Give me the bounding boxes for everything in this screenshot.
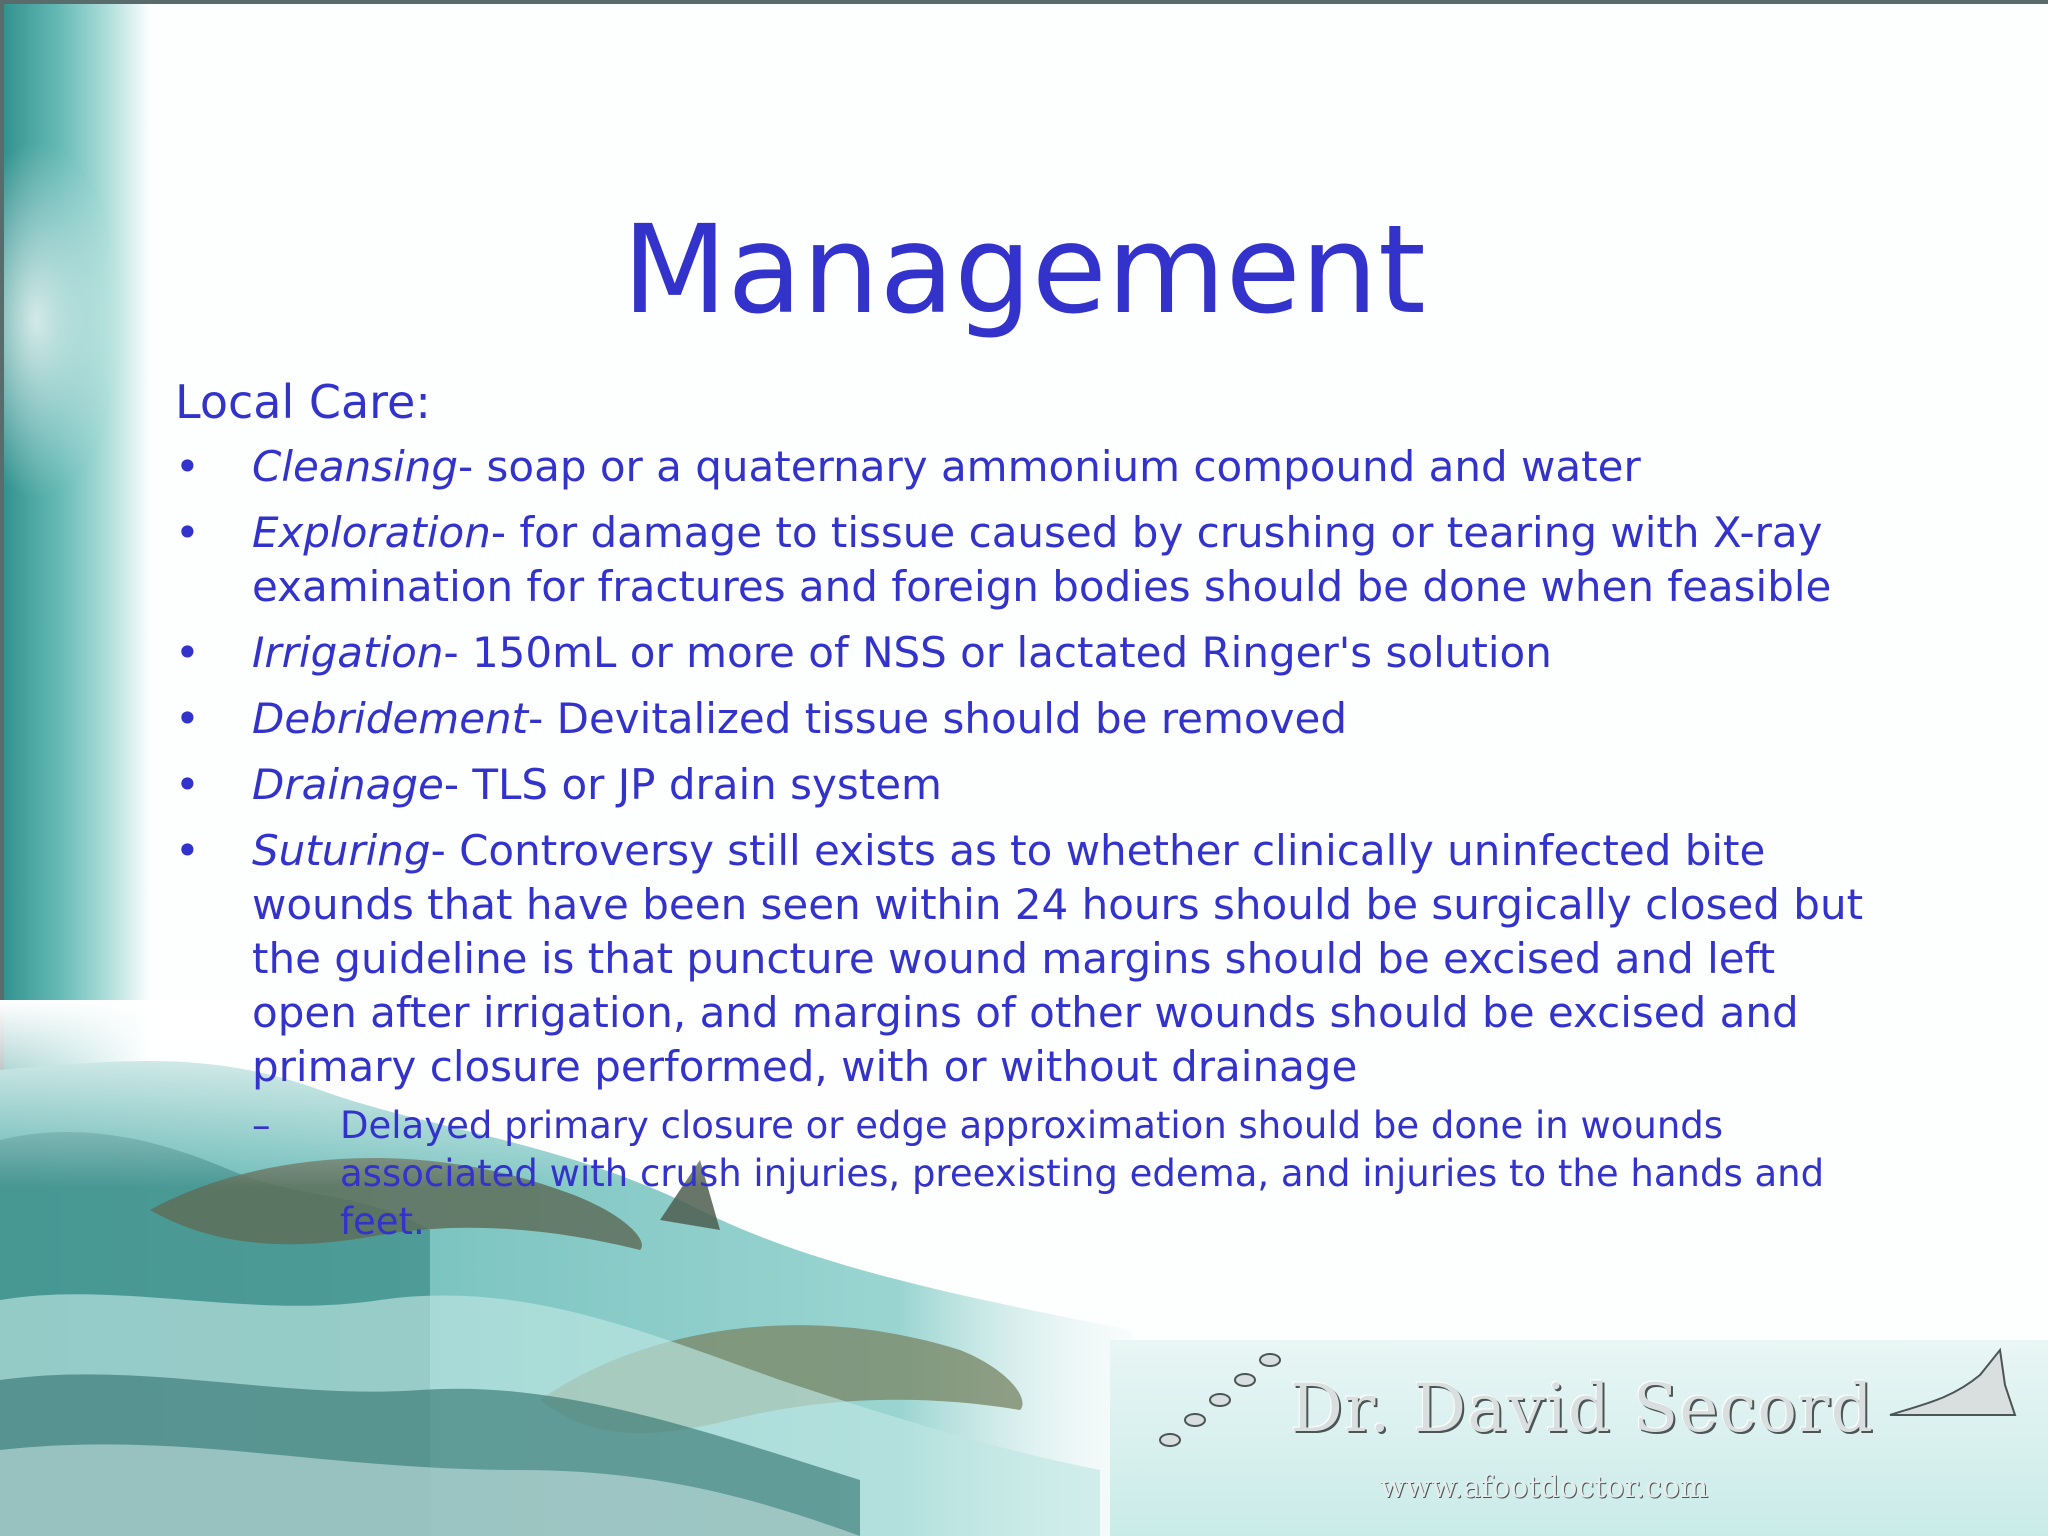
bullet-mark: • <box>175 760 200 809</box>
slide-top-border <box>0 0 2048 4</box>
bullet-text: - for damage to tissue caused by crushing or tearing with X-ray examination for fractures and foreign bodies should be done when feasible <box>252 508 1832 611</box>
bullet-mark: • <box>175 508 200 557</box>
bullet-term: Debridement <box>252 694 529 743</box>
section-heading: Local Care: <box>175 375 431 429</box>
bullet-term: Irrigation <box>252 628 444 677</box>
sub-bullet-mark: – <box>252 1104 271 1147</box>
sub-bullet-text: Delayed primary closure or edge approximation should be done in wounds associated with crush injuries, preexisting edema, and injuries to the hands and feet. <box>340 1104 1825 1243</box>
slide-content <box>175 372 1875 1258</box>
sub-bullet-list <box>252 1102 1875 1246</box>
website-url: www.afootdoctor.com <box>1380 1470 1709 1505</box>
bullet-debridement <box>175 692 1875 746</box>
bullet-text: - Devitalized tissue should be removed <box>528 694 1347 743</box>
bullet-list <box>175 440 1875 1246</box>
slide-title: Management <box>622 199 1426 341</box>
caduceus-icon <box>1880 1345 2020 1425</box>
bullet-text: - TLS or JP drain system <box>443 760 942 809</box>
bullet-mark: • <box>175 694 200 743</box>
sub-bullet-delayed-closure <box>252 1102 1875 1246</box>
bullet-mark: • <box>175 826 200 875</box>
bullet-text: - 150mL or more of NSS or lactated Ringer's solution <box>443 628 1552 677</box>
doctor-signature: Dr. David Secord <box>1290 1370 1874 1447</box>
bullet-term: Exploration <box>252 508 491 557</box>
footprints-icon <box>1140 1340 1290 1460</box>
bullet-term: Drainage <box>252 760 444 809</box>
bullet-term: Cleansing <box>252 442 459 491</box>
bullet-drainage <box>175 758 1875 812</box>
bullet-cleansing <box>175 440 1875 494</box>
bullet-mark: • <box>175 628 200 677</box>
bullet-mark: • <box>175 442 200 491</box>
bullet-text: - Controversy still exists as to whether clinically uninfected bite wounds that have been seen within 24 hours should be surgically closed but the guideline is that puncture wound margins should be excised and left open after irrigation, and margins of other wounds should be excised and primary closure performed, with or without drainage <box>252 826 1864 1091</box>
bullet-suturing <box>175 824 1875 1246</box>
bullet-text: - soap or a quaternary ammonium compound and water <box>458 442 1641 491</box>
bullet-term: Suturing <box>252 826 431 875</box>
bullet-irrigation <box>175 626 1875 680</box>
bullet-exploration <box>175 506 1875 614</box>
